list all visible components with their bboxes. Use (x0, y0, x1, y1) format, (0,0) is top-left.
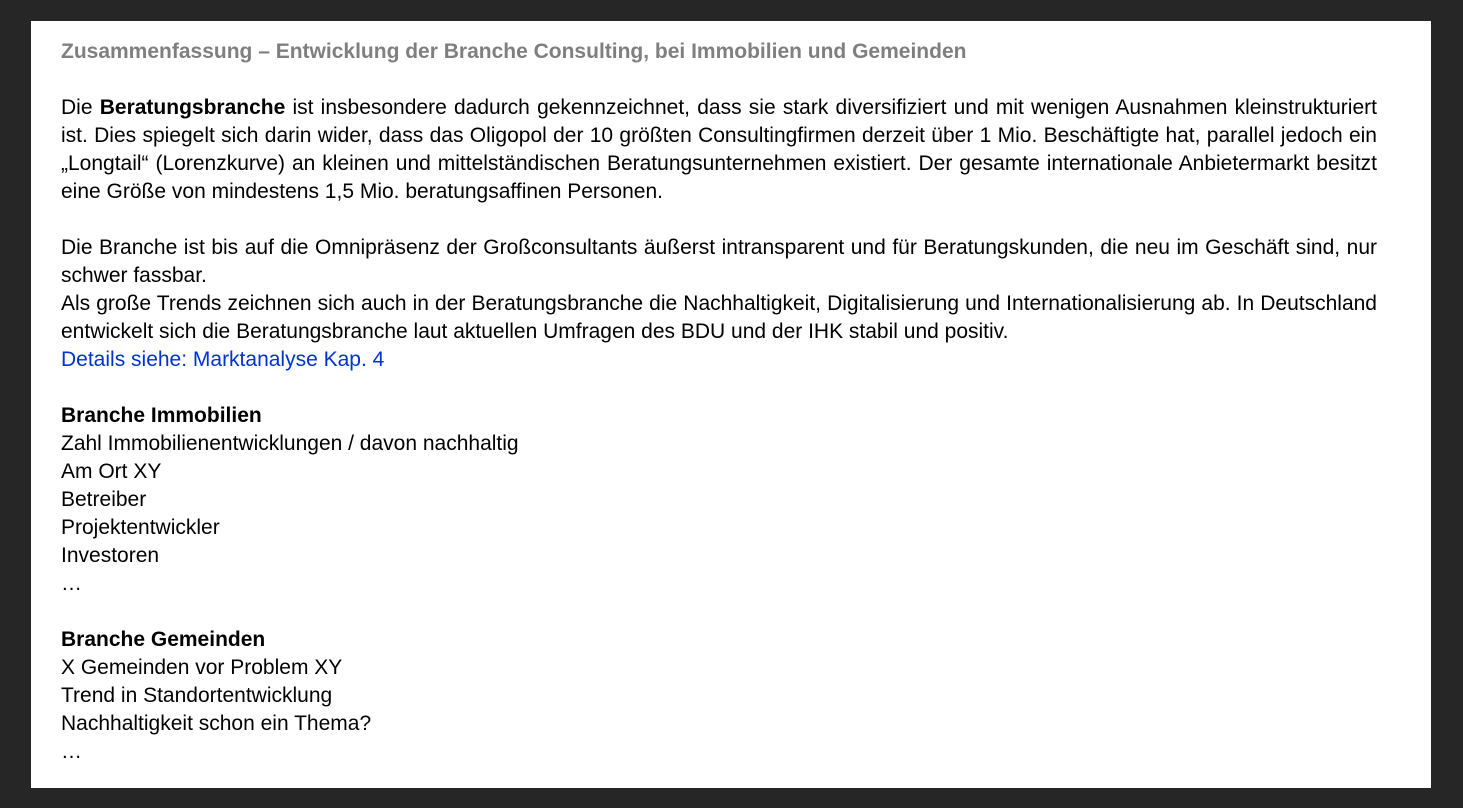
para1-prefix: Die (61, 96, 100, 119)
slide-content (61, 38, 1377, 766)
immobilien-heading: Branche Immobilien (61, 404, 262, 427)
list-item: Nachhaltigkeit schon ein Thema? (61, 712, 372, 735)
list-item: … (61, 740, 82, 763)
list-item: Am Ort XY (61, 460, 162, 483)
slide-title: Zusammenfassung – Entwicklung der Branche Consulting, bei Immobilien und Gemeinden (61, 40, 967, 63)
consulting-paragraph-2: Die Branche ist bis auf die Omnipräsenz der Großconsultants äußerst intransparent und für Beratungskunden, die neu im Geschäft sind, nur schwer fassbar. (61, 236, 1377, 287)
list-item: Trend in Standortentwicklung (61, 684, 333, 707)
list-item: Investoren (61, 544, 160, 567)
details-link[interactable]: Details siehe: Marktanalyse Kap. 4 (61, 348, 385, 371)
list-item: Zahl Immobilienentwicklungen / davon nachhaltig (61, 432, 519, 455)
consulting-paragraph-3: Als große Trends zeichnen sich auch in der Beratungsbranche die Nachhaltigkeit, Digitalisierung und Internationalisierung ab. In Deutschland entwickelt sich die Beratungsbranche laut aktuellen Umfragen des BDU und der IHK stabil und positiv. (61, 292, 1377, 343)
gemeinden-heading: Branche Gemeinden (61, 628, 266, 651)
consulting-paragraph-1 (61, 94, 1377, 206)
list-item: … (61, 572, 82, 595)
para1-bold-term: Beratungsbranche (99, 96, 286, 119)
para1-rest: ist insbesondere dadurch gekennzeichnet, dass sie stark diversifiziert und mit wenigen Ausnahmen kleinstrukturiert ist. Dies spiegelt sich darin wider, dass das Oligopol der 10 größten Consultingfirmen derzeit über 1 Mio. Beschäftigte hat, parallel jedoch ein „Longtail“ (Lorenzkurve) an kleinen und mittelständischen Beratungsunternehmen existiert. Der gesamte internationale Anbietermarkt besitzt eine Größe von mindestens 1,5 Mio. beratungsaffinen Personen. (61, 96, 1377, 203)
list-item: Projektentwickler (61, 516, 220, 539)
slide (31, 21, 1431, 788)
list-item: Betreiber (61, 488, 147, 511)
list-item: X Gemeinden vor Problem XY (61, 656, 343, 679)
